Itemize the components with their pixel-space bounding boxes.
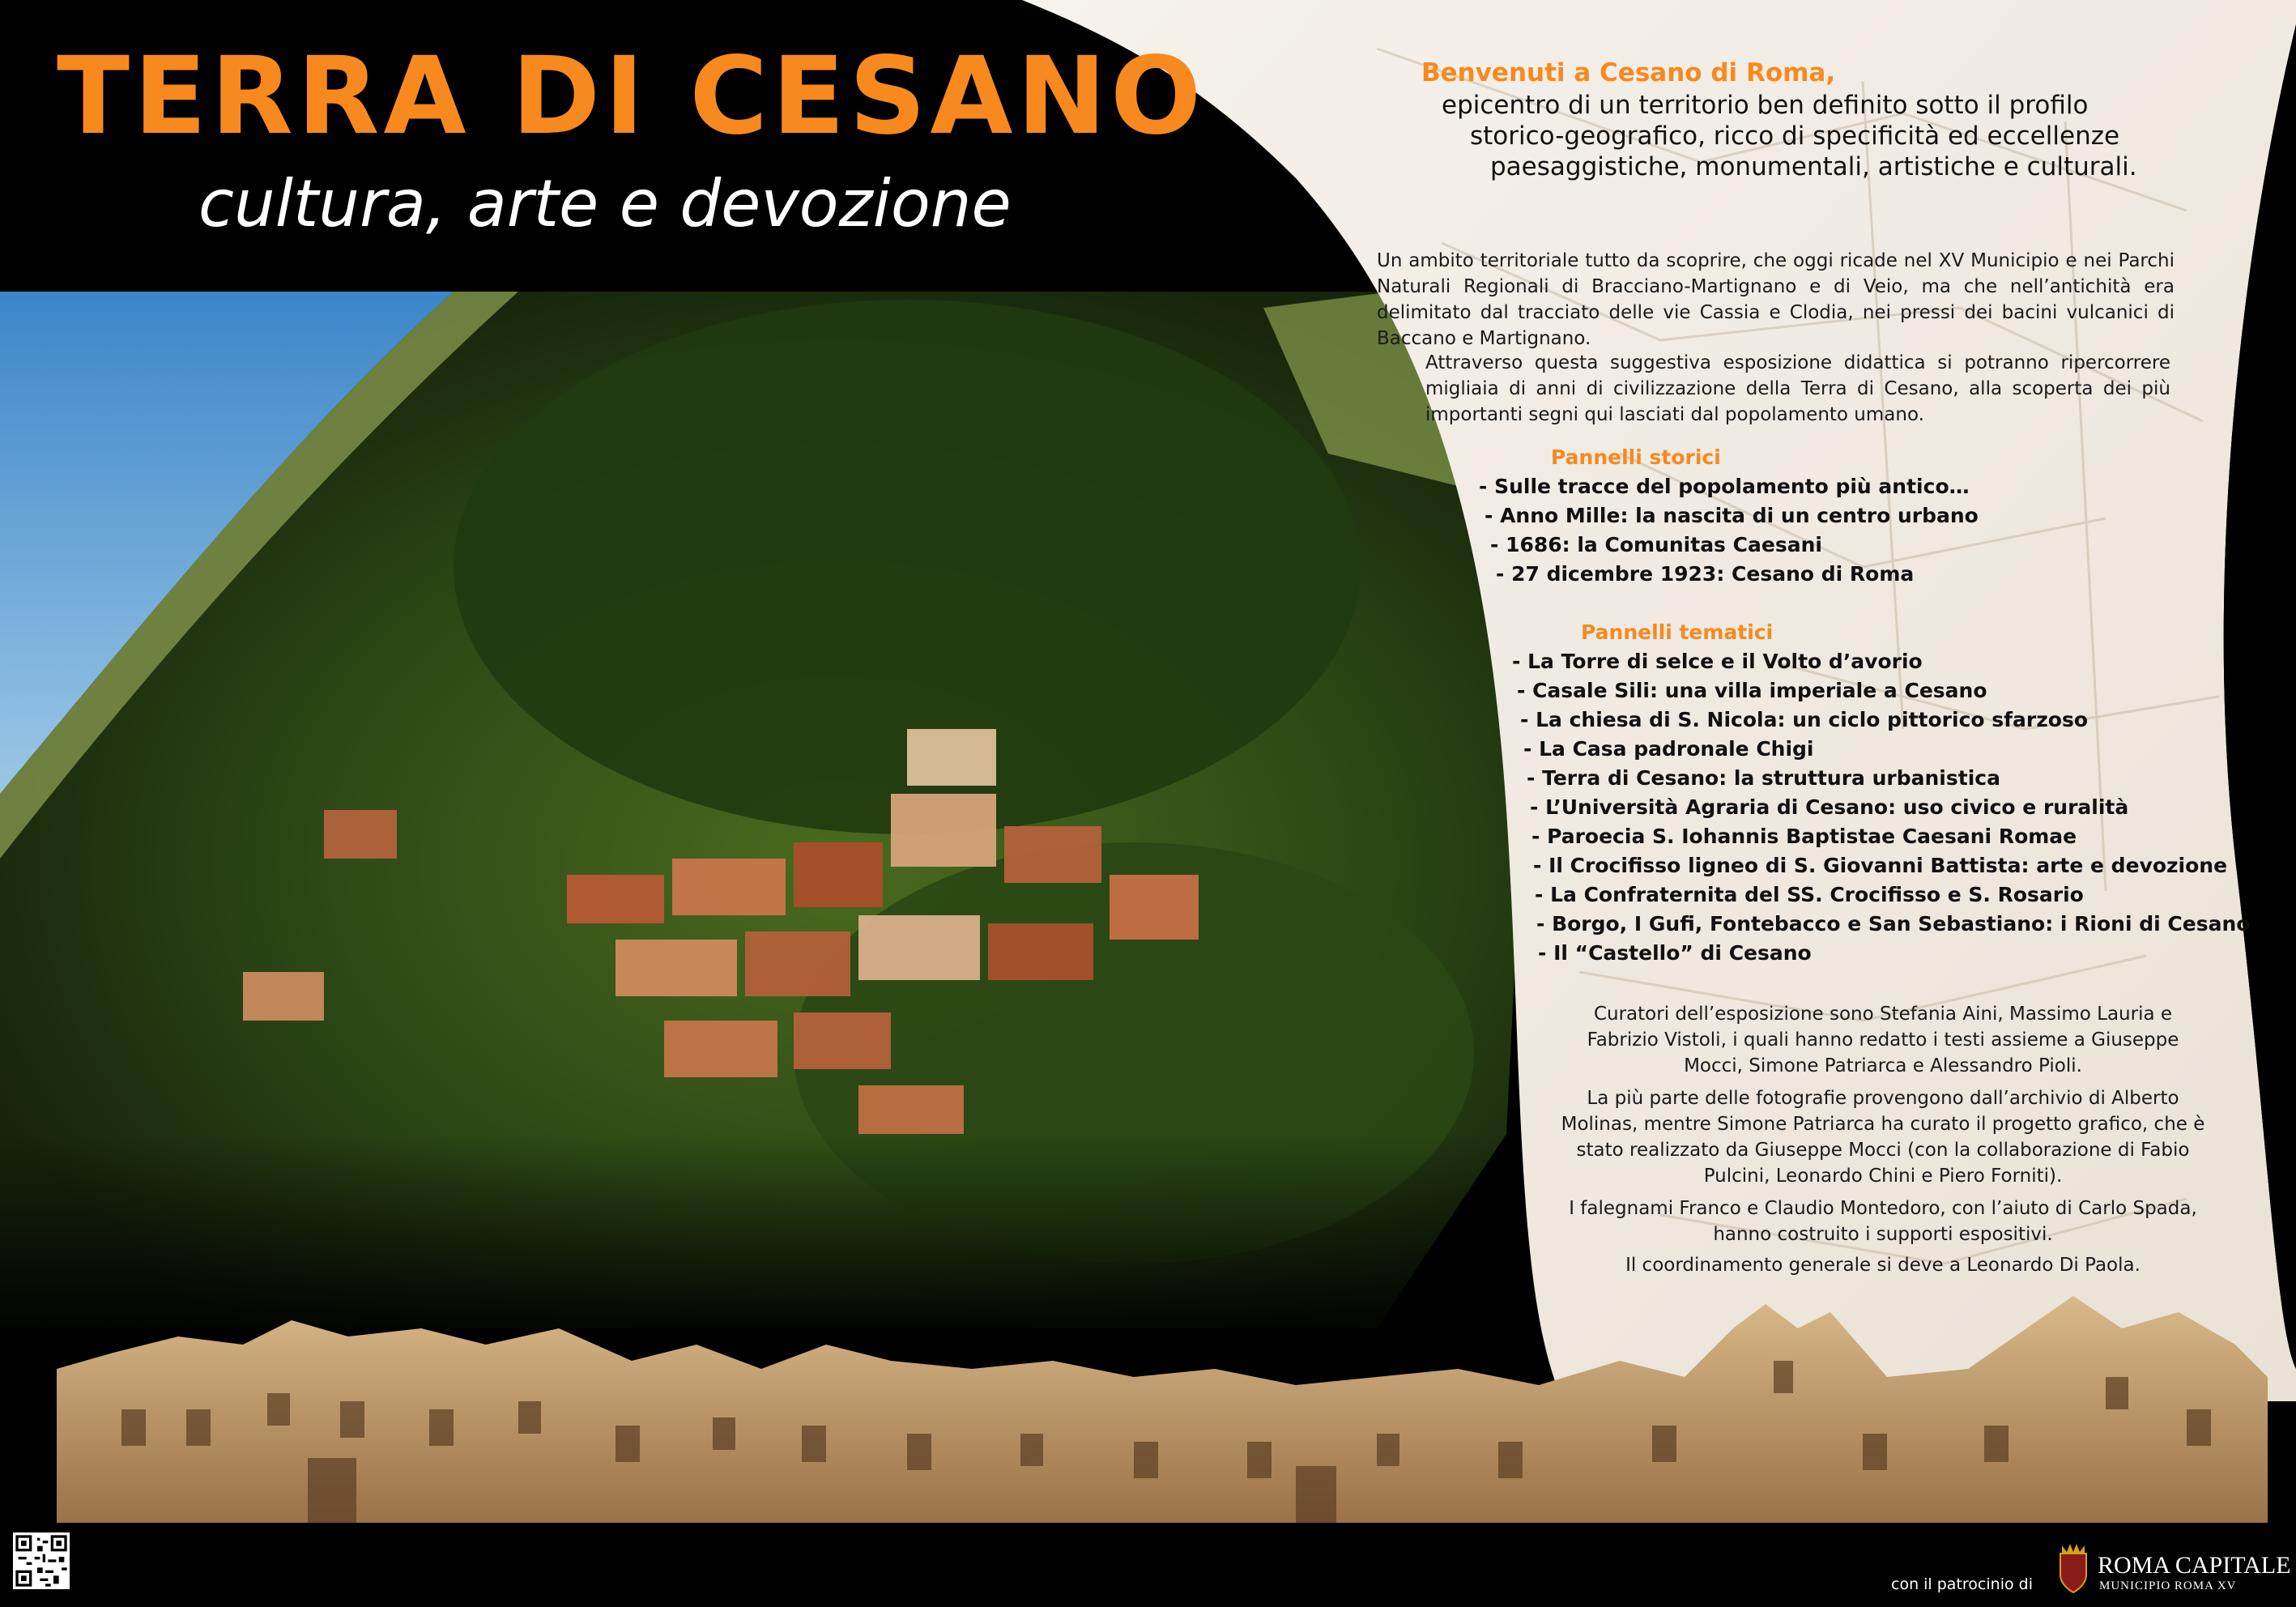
patronage-label: con il patrocinio di bbox=[1891, 1575, 2033, 1593]
historical-item: - Anno Mille: la nascita di un centro urbano bbox=[1485, 504, 1979, 527]
footer-band bbox=[0, 1523, 2296, 1607]
thematic-item: - Il “Castello” di Cesano bbox=[1538, 941, 1812, 965]
qr-code-icon[interactable] bbox=[13, 1532, 70, 1589]
organization-name: ROMA CAPITALE bbox=[2098, 1552, 2291, 1579]
intro-heading: Benvenuti a Cesano di Roma, bbox=[1421, 58, 1836, 87]
credits-carpenters: I falegnami Franco e Claudio Montedoro, con l’aiuto di Carlo Spada, hanno costruito i supporti espositivi. bbox=[1569, 1198, 2197, 1245]
thematic-item: - Casale Sili: una villa imperiale a Cesano bbox=[1517, 679, 1987, 702]
poster-title: TERRA DI CESANO bbox=[57, 34, 1206, 159]
credits-coordination: Il coordinamento generale si deve a Leonardo Di Paola. bbox=[1625, 1255, 2141, 1276]
thematic-item: - Borgo, I Gufi, Fontebacco e San Sebastiano: i Rioni di Cesano bbox=[1536, 912, 2251, 936]
historical-item: - Sulle tracce del popolamento più antico… bbox=[1479, 475, 1970, 498]
intro-line: epicentro di un territorio ben definito sotto il profilo bbox=[1442, 91, 2089, 120]
historical-heading: Pannelli storici bbox=[1551, 445, 1721, 469]
intro-line: paesaggistiche, monumentali, artistiche e culturali. bbox=[1490, 152, 2137, 181]
thematic-item: - La Torre di selce e il Volto d’avorio bbox=[1512, 650, 1923, 673]
thematic-item: - La Confraternita del SS. Crocifisso e S. Rosario bbox=[1535, 883, 2084, 906]
thematic-item: - La chiesa di S. Nicola: un ciclo pittorico sfarzoso bbox=[1520, 708, 2089, 731]
intro-paragraph: Un ambito territoriale tutto da scoprire, che oggi ricade nel XV Municipio e nei Parchi Naturali Regionali di Bracciano-Martignano e di Veio, ma che nell’antichità era delimitato dal tracciato delle vie Cassia e Clodia, nei pressi dei bacini vulcanici di Baccano e Martignano. bbox=[1377, 250, 2175, 349]
credits-photos: La più parte delle fotografie provengono dall’archivio di Alberto Molinas, mentre Simone Patriarca ha curato il progetto grafico, che è stato realizzato da Giuseppe Mocci (con la collaborazione di Fabio Pulcini, Leonardo Chini e Piero Forniti). bbox=[1561, 1088, 2205, 1187]
thematic-heading: Pannelli tematici bbox=[1581, 620, 1774, 644]
thematic-item: - La Casa padronale Chigi bbox=[1523, 737, 1814, 761]
poster-subtitle: cultura, arte e devozione bbox=[198, 166, 1012, 241]
historical-item: - 1686: la Comunitas Caesani bbox=[1490, 533, 1822, 556]
credits-curators: Curatori dell’esposizione sono Stefania Aini, Massimo Lauria e Fabrizio Vistoli, i quali hanno redatto i testi assieme a Giuseppe Mocci, Simone Patriarca e Alessandro Pioli. bbox=[1587, 1004, 2179, 1076]
thematic-item: - Terra di Cesano: la struttura urbanistica bbox=[1527, 766, 2000, 790]
thematic-item: - Il Crocifisso ligneo di S. Giovanni Battista: arte e devozione bbox=[1533, 854, 2228, 877]
thematic-item: - L’Università Agraria di Cesano: uso civico e ruralità bbox=[1530, 795, 2129, 819]
roma-capitale-crest-icon bbox=[2057, 1542, 2089, 1596]
organization-subtitle: MUNICIPIO ROMA XV bbox=[2099, 1579, 2237, 1592]
intro-line: storico-geografico, ricco di specificità ed eccellenze bbox=[1470, 121, 2120, 151]
historical-item: - 27 dicembre 1923: Cesano di Roma bbox=[1496, 562, 1915, 586]
exhibition-paragraph: Attraverso questa suggestiva esposizione didattica si potranno ripercorrere migliaia di anni di civilizzazione della Terra di Cesano, alla scoperta dei più importanti segni qui lasciati dal popolamento umano. bbox=[1425, 352, 2170, 425]
thematic-item: - Paroecia S. Iohannis Baptistae Caesani Romae bbox=[1531, 825, 2077, 848]
